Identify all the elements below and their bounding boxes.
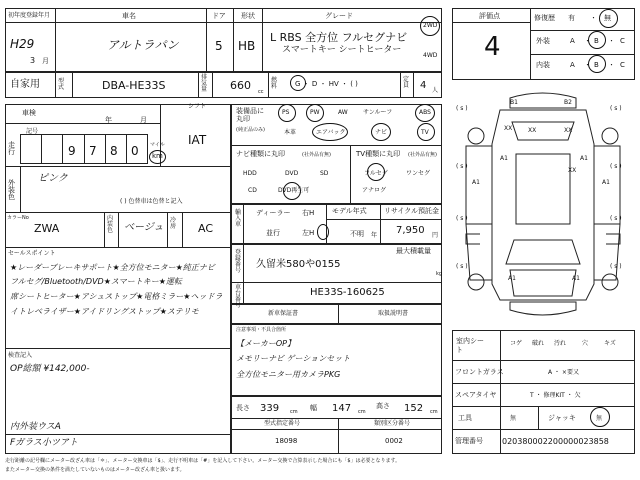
paren-mark: ( s ) bbox=[456, 105, 468, 112]
ext-label: 外装 bbox=[536, 37, 550, 45]
damage-mark: B1 bbox=[510, 99, 518, 106]
nav-label: ナビ種類に丸印 bbox=[236, 150, 285, 158]
windshield: A ・ ×要又 bbox=[548, 369, 579, 376]
inspector-note: 内外装ウスA bbox=[10, 422, 61, 432]
shift-label: シフト bbox=[188, 103, 207, 110]
dealer: ディーラー bbox=[256, 209, 291, 217]
jack: 無 bbox=[596, 415, 603, 422]
equip-item: PW bbox=[310, 109, 320, 116]
inspector-note: Fガラス小ツアト bbox=[10, 438, 78, 448]
body-outline-shape bbox=[492, 110, 594, 300]
ext-color: ピンク bbox=[38, 173, 68, 184]
reg-no: 久留米580や0155 bbox=[256, 259, 341, 270]
paren-mark: ( s ) bbox=[456, 163, 468, 170]
reg-month: 3 bbox=[30, 56, 36, 65]
use-type: 自家用 bbox=[10, 79, 40, 90]
spare: T ・ 修理KIT ・ 欠 bbox=[530, 392, 581, 399]
lh: 左H bbox=[302, 229, 315, 237]
reg-label: 初年度登録年月 bbox=[8, 12, 51, 19]
cm-unit: cm bbox=[358, 409, 366, 415]
score-label: 評価点 bbox=[479, 12, 500, 20]
int-color-label: 内装色 bbox=[107, 215, 114, 234]
damage-mark: B2 bbox=[564, 99, 572, 106]
sales-line: ★レーダーブレーキサポート★全方位モニター★純正ナビ bbox=[10, 263, 215, 272]
odo-boxes bbox=[20, 134, 148, 164]
ext-opt: A bbox=[570, 37, 575, 45]
ac-label: 冷房 bbox=[170, 217, 177, 230]
repair-label: 修復歴 bbox=[534, 14, 555, 22]
paren-mark: ( s ) bbox=[456, 263, 468, 270]
cm-unit: cm bbox=[430, 409, 438, 415]
inspection-month: 月 bbox=[140, 116, 147, 124]
doors: 5 bbox=[215, 39, 223, 53]
interior-item: キズ bbox=[604, 340, 616, 347]
color-no: ZWA bbox=[34, 222, 60, 235]
color-no-label: カラーNo bbox=[7, 215, 29, 221]
inspector-note: OP総額 ¥142,000- bbox=[10, 364, 90, 374]
reg-no-label: 登録番号 bbox=[235, 249, 242, 274]
tools: 無 bbox=[510, 415, 517, 422]
int-opt: A bbox=[570, 61, 575, 69]
equip-label: 装備品に丸印 bbox=[236, 107, 264, 123]
equip-item: PS bbox=[282, 109, 290, 116]
damage-mark: A1 bbox=[500, 155, 508, 162]
warranty: 新車保証書 bbox=[268, 310, 299, 317]
odo-label: 走行 bbox=[8, 141, 15, 156]
type-cert-label: 型式指定番号 bbox=[264, 420, 301, 427]
damage-mark: XX bbox=[504, 125, 513, 132]
max-load-label: 最大積載量 bbox=[396, 247, 431, 255]
int-opt: ・ bbox=[608, 61, 615, 69]
repair-opt: 無 bbox=[604, 14, 611, 22]
displacement: 660 bbox=[230, 79, 251, 92]
sales-label: セールスポイント bbox=[8, 250, 56, 257]
paren-mark: ( s ) bbox=[610, 105, 622, 112]
equip-item: エアバック bbox=[316, 129, 346, 136]
note-line: メモリーナビ ゲーションセット bbox=[236, 354, 351, 363]
lh-circle bbox=[317, 224, 329, 240]
nav-item: DVD再生可 bbox=[278, 187, 310, 194]
tv-sub: (社外品有無) bbox=[408, 152, 437, 158]
height: 152 bbox=[404, 403, 424, 414]
paren-mark: ( s ) bbox=[610, 163, 622, 170]
nav-item: CD bbox=[248, 187, 257, 194]
grade-line2: スマートキー シートヒーター bbox=[282, 45, 402, 55]
grade-line1: L RBS 全方位 フルセグナビ bbox=[270, 31, 408, 44]
damage-mark: XX bbox=[528, 127, 537, 134]
damage-mark: A1 bbox=[508, 275, 516, 282]
interior-item: コゲ bbox=[510, 340, 523, 347]
sales-line: フルセグ/Bluetooth/DVD★スマートキー★運転 bbox=[10, 277, 182, 286]
class-label: 類別区分番号 bbox=[374, 420, 411, 427]
car-name-label: 車名 bbox=[122, 12, 136, 20]
nav-item: SD bbox=[320, 170, 329, 177]
int-label: 内装 bbox=[536, 61, 550, 69]
capacity: 4 bbox=[420, 80, 427, 91]
manual: 取扱説明書 bbox=[378, 310, 409, 317]
tv-item: フルセグ bbox=[364, 170, 388, 177]
interior-item: 汚れ bbox=[554, 340, 567, 347]
note-line: 【メーカーOP】 bbox=[236, 339, 295, 348]
door-label: ドア bbox=[212, 12, 226, 20]
damage-mark: XX bbox=[568, 167, 577, 174]
cm-unit: cm bbox=[290, 409, 298, 415]
score: 4 bbox=[484, 32, 501, 62]
spare-label: スペアタイヤ bbox=[455, 391, 497, 399]
displacement-label: 排気量 bbox=[201, 74, 208, 93]
nav-sub: (社外品有無) bbox=[302, 152, 331, 158]
yen-unit: 円 bbox=[432, 232, 439, 239]
paren-mark: ( s ) bbox=[610, 263, 622, 270]
km-unit: km bbox=[152, 152, 163, 160]
damage-mark: A1 bbox=[580, 155, 588, 162]
row2 bbox=[5, 72, 442, 98]
hgt-label: 高さ bbox=[376, 402, 390, 410]
inspection-year: 年 bbox=[105, 116, 112, 124]
drive-4wd: 4WD bbox=[423, 52, 438, 59]
tv-label: TV種類に丸印 bbox=[356, 150, 401, 158]
windshield-label: フロントガラス bbox=[455, 368, 504, 376]
note-line: 全方位モニター用カメラPKG bbox=[236, 370, 341, 379]
inspector-label: 検査記入 bbox=[8, 352, 33, 359]
record-label: 記号 bbox=[26, 128, 39, 135]
kg-unit: kg bbox=[436, 271, 443, 277]
interior-item: 破れ bbox=[532, 340, 545, 347]
cc-unit: cc bbox=[258, 89, 264, 95]
int-opt: ・ bbox=[584, 61, 591, 69]
paren-mark: ( s ) bbox=[610, 215, 622, 222]
equip-item: ABS bbox=[419, 109, 431, 116]
damage-mark: A1 bbox=[472, 179, 480, 186]
import-label: 輸入車 bbox=[235, 209, 242, 228]
length: 339 bbox=[260, 403, 280, 414]
nav-item: DVD bbox=[285, 170, 299, 177]
ext-color-label: 外装色 bbox=[8, 179, 15, 201]
drive-2wd: 2WD bbox=[423, 22, 438, 29]
repair-opt: ・ bbox=[590, 14, 597, 22]
int-opt: B bbox=[594, 61, 599, 69]
model-year: 不明 bbox=[350, 230, 364, 238]
ext-opt: ・ bbox=[584, 37, 591, 45]
car-name: アルトラパン bbox=[107, 38, 179, 52]
fuel-options: G ・ D ・ HV ・ ( ) bbox=[295, 80, 358, 88]
ext-opt: ・ bbox=[608, 37, 615, 45]
damage-mark: A1 bbox=[602, 179, 610, 186]
odo-digit: 9 bbox=[68, 144, 76, 158]
inspection-label: 車検 bbox=[22, 109, 36, 117]
int-color: ベージュ bbox=[124, 222, 164, 233]
equip-item: 本革 bbox=[284, 129, 297, 136]
model-year-label: モデル年式 bbox=[332, 207, 367, 215]
year-unit: 年 bbox=[371, 232, 378, 239]
mgmt-label: 管理番号 bbox=[455, 437, 483, 445]
int-opt: C bbox=[620, 61, 625, 69]
equip-item: サンルーフ bbox=[363, 109, 393, 116]
front-bumper-shape bbox=[510, 302, 576, 315]
interior-label: 室内シート bbox=[456, 337, 484, 355]
equip-item: ナビ bbox=[375, 129, 388, 136]
type-cert: 18098 bbox=[275, 437, 298, 445]
reg-month-unit: 月 bbox=[42, 57, 49, 65]
ext-opt: B bbox=[594, 37, 599, 45]
parallel: 並行 bbox=[266, 229, 280, 237]
model-code: DBA-HE33S bbox=[102, 79, 166, 92]
sales-line: 席シートヒーター★アシュストップ★電格ミラー★ヘッドラ bbox=[10, 292, 223, 301]
footer-line: またメーター交換の条件を満たしていないものはメーター改ざん車と扱います。 bbox=[5, 467, 185, 473]
capacity-label: 定員 bbox=[403, 76, 410, 89]
len-label: 長さ bbox=[236, 404, 250, 412]
footer-line: 走行距離の記号欄にメーター改ざん車は「＊」、メーター交換車は「$」、走行不明車は「#」を記入して下さい。メーター交換で合算表示した場合にも「$」は必要となります。 bbox=[5, 458, 401, 464]
equip-sub: (純正品のみ) bbox=[236, 127, 265, 133]
grade-label: グレード bbox=[325, 12, 353, 20]
ac: AC bbox=[198, 222, 214, 235]
wid-label: 幅 bbox=[310, 404, 317, 412]
warranty-block bbox=[231, 304, 442, 324]
jack-label: ジャッキ bbox=[548, 414, 576, 422]
fuel-label: 燃料 bbox=[271, 77, 278, 90]
equip-item: AW bbox=[338, 109, 348, 116]
rh: 右H bbox=[302, 209, 315, 217]
tv-item: アナログ bbox=[362, 187, 387, 194]
tv-item: ワンセグ bbox=[406, 170, 431, 177]
odo-digit: 8 bbox=[110, 144, 118, 158]
car-diagram bbox=[452, 84, 635, 324]
odo-digit: 7 bbox=[89, 144, 97, 158]
damage-mark: XX bbox=[564, 127, 573, 134]
odo-digit: 0 bbox=[131, 144, 139, 158]
shape: HB bbox=[238, 39, 256, 53]
shape-label: 形状 bbox=[241, 12, 255, 20]
equip-item: TV bbox=[421, 129, 429, 136]
capacity-unit: 人 bbox=[432, 87, 439, 94]
sales-line: イトレベライザー★アイドリングストップ★ステリモ bbox=[10, 307, 199, 316]
class-no: 0002 bbox=[385, 437, 403, 445]
damage-mark: A1 bbox=[572, 275, 580, 282]
paren-mark: ( s ) bbox=[456, 215, 468, 222]
ext-opt: C bbox=[620, 37, 625, 45]
nav-item: HDD bbox=[243, 170, 257, 177]
color-note: ( ) 色替車は色替と記入 bbox=[120, 198, 183, 205]
recycle-label: リサイクル預託金 bbox=[384, 207, 440, 215]
notes-label: 注意事項・不具合箇所 bbox=[236, 327, 287, 333]
shift: IAT bbox=[188, 133, 207, 147]
chassis: HE33S-160625 bbox=[310, 287, 385, 298]
recycle: 7,950 bbox=[396, 225, 425, 236]
reg-era-year: H29 bbox=[10, 37, 35, 51]
chassis-label: 車台番号 bbox=[235, 284, 242, 309]
tools-label: 工具 bbox=[458, 414, 472, 422]
model-label: 型式 bbox=[58, 78, 65, 91]
interior-item: 穴 bbox=[582, 340, 589, 347]
mile-unit: マイル bbox=[150, 142, 165, 148]
repair-opt: 有 bbox=[568, 14, 575, 22]
width: 147 bbox=[332, 403, 352, 414]
mgmt: 020380002200000023858 bbox=[502, 437, 609, 446]
